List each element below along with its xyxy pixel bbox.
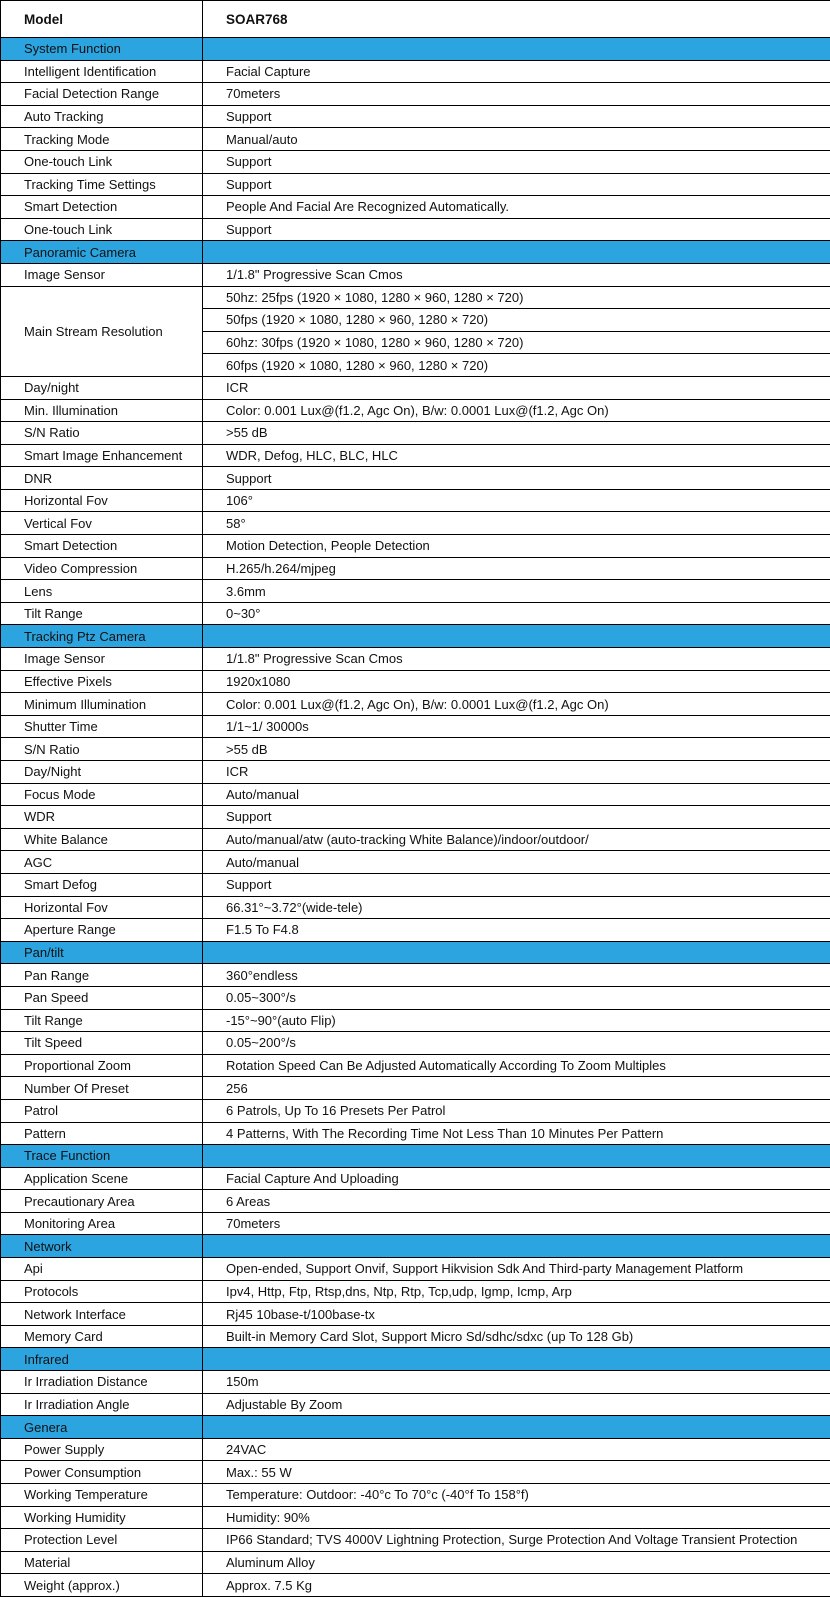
- spec-value: Ipv4, Http, Ftp, Rtsp,dns, Ntp, Rtp, Tcp,udp, Igmp, Icmp, Arp: [203, 1280, 830, 1303]
- spec-label: Ir Irradiation Distance: [1, 1371, 203, 1394]
- section-blank-cell: [203, 241, 830, 264]
- spec-row: [1, 693, 830, 716]
- spec-row: [1, 467, 830, 490]
- spec-value: Open-ended, Support Onvif, Support Hikvision Sdk And Third-party Management Platform: [203, 1258, 830, 1281]
- spec-value: Facial Capture: [203, 60, 830, 83]
- spec-value: 1/1~1/ 30000s: [203, 715, 830, 738]
- spec-row: [1, 1009, 830, 1032]
- spec-value: People And Facial Are Recognized Automatically.: [203, 196, 830, 219]
- spec-row: [1, 873, 830, 896]
- spec-value: 60hz: 30fps (1920 × 1080, 1280 × 960, 1280 × 720): [203, 331, 830, 354]
- section-blank-cell: [203, 1416, 830, 1439]
- spec-value: Aluminum Alloy: [203, 1551, 830, 1574]
- spec-row: [1, 783, 830, 806]
- spec-value: 0~30°: [203, 602, 830, 625]
- section-header-row: [1, 38, 830, 61]
- section-title: Pan/tilt: [1, 941, 203, 964]
- spec-label: Image Sensor: [1, 263, 203, 286]
- section-blank-cell: [203, 1145, 830, 1168]
- spec-label: Tracking Mode: [1, 128, 203, 151]
- spec-value: ICR: [203, 376, 830, 399]
- spec-label: Smart Defog: [1, 873, 203, 896]
- spec-label: Image Sensor: [1, 648, 203, 671]
- spec-label: One-touch Link: [1, 150, 203, 173]
- spec-value: 50hz: 25fps (1920 × 1080, 1280 × 960, 1280 × 720): [203, 286, 830, 309]
- spec-value: 6 Patrols, Up To 16 Presets Per Patrol: [203, 1099, 830, 1122]
- spec-row: [1, 986, 830, 1009]
- spec-label: Lens: [1, 580, 203, 603]
- spec-value: 106°: [203, 489, 830, 512]
- spec-value: ICR: [203, 761, 830, 784]
- spec-value: Built-in Memory Card Slot, Support Micro Sd/sdhc/sdxc (up To 128 Gb): [203, 1325, 830, 1348]
- spec-row: [1, 828, 830, 851]
- section-header-row: [1, 1348, 830, 1371]
- spec-value: Max.: 55 W: [203, 1461, 830, 1484]
- spec-value: Support: [203, 467, 830, 490]
- spec-label: Working Temperature: [1, 1484, 203, 1507]
- spec-row: [1, 1122, 830, 1145]
- spec-label: One-touch Link: [1, 218, 203, 241]
- spec-value: Support: [203, 806, 830, 829]
- spec-row: [1, 919, 830, 942]
- spec-label: Min. Illumination: [1, 399, 203, 422]
- spec-label: Tilt Range: [1, 602, 203, 625]
- spec-label: Aperture Range: [1, 919, 203, 942]
- spec-row: [1, 1371, 830, 1394]
- spec-row: [1, 399, 830, 422]
- spec-row: [1, 1167, 830, 1190]
- spec-row: [1, 173, 830, 196]
- section-blank-cell: [203, 625, 830, 648]
- spec-label: WDR: [1, 806, 203, 829]
- spec-value: Auto/manual/atw (auto-tracking White Balance)/indoor/outdoor/: [203, 828, 830, 851]
- section-header-row: [1, 241, 830, 264]
- spec-label: Pan Speed: [1, 986, 203, 1009]
- spec-value: >55 dB: [203, 738, 830, 761]
- spec-value: 3.6mm: [203, 580, 830, 603]
- spec-label: Facial Detection Range: [1, 83, 203, 106]
- spec-value: 150m: [203, 1371, 830, 1394]
- spec-value: 4 Patterns, With The Recording Time Not Less Than 10 Minutes Per Pattern: [203, 1122, 830, 1145]
- spec-label: Pan Range: [1, 964, 203, 987]
- spec-value: -15°~90°(auto Flip): [203, 1009, 830, 1032]
- spec-value: 50fps (1920 × 1080, 1280 × 960, 1280 × 720): [203, 309, 830, 332]
- spec-value: 58°: [203, 512, 830, 535]
- spec-label: Memory Card: [1, 1325, 203, 1348]
- spec-row: [1, 489, 830, 512]
- spec-row: [1, 83, 830, 106]
- spec-row: [1, 1325, 830, 1348]
- spec-row: [1, 444, 830, 467]
- spec-row: [1, 376, 830, 399]
- spec-value: Motion Detection, People Detection: [203, 535, 830, 558]
- spec-row: [1, 1099, 830, 1122]
- spec-label: Tilt Range: [1, 1009, 203, 1032]
- spec-label: Intelligent Identification: [1, 60, 203, 83]
- spec-label: Patrol: [1, 1099, 203, 1122]
- spec-row: [1, 1551, 830, 1574]
- spec-label: Video Compression: [1, 557, 203, 580]
- section-title: Tracking Ptz Camera: [1, 625, 203, 648]
- spec-row: [1, 1190, 830, 1213]
- spec-value: 0.05~200°/s: [203, 1032, 830, 1055]
- spec-label: Monitoring Area: [1, 1212, 203, 1235]
- section-blank-cell: [203, 941, 830, 964]
- spec-value: Facial Capture And Uploading: [203, 1167, 830, 1190]
- header-label: Model: [1, 1, 203, 38]
- spec-row: [1, 648, 830, 671]
- spec-row: [1, 150, 830, 173]
- spec-label: Api: [1, 1258, 203, 1281]
- section-header-row: [1, 1145, 830, 1168]
- spec-label: Smart Detection: [1, 535, 203, 558]
- spec-label: Network Interface: [1, 1303, 203, 1326]
- spec-value: 0.05~300°/s: [203, 986, 830, 1009]
- spec-row: [1, 851, 830, 874]
- spec-row: [1, 738, 830, 761]
- spec-label: Proportional Zoom: [1, 1054, 203, 1077]
- section-blank-cell: [203, 1235, 830, 1258]
- spec-row: [1, 1506, 830, 1529]
- spec-value: Adjustable By Zoom: [203, 1393, 830, 1416]
- spec-value: WDR, Defog, HLC, BLC, HLC: [203, 444, 830, 467]
- spec-value: 1920x1080: [203, 670, 830, 693]
- spec-label: Application Scene: [1, 1167, 203, 1190]
- spec-row: [1, 218, 830, 241]
- spec-label: Minimum Illumination: [1, 693, 203, 716]
- spec-row: [1, 896, 830, 919]
- spec-value: 1/1.8" Progressive Scan Cmos: [203, 648, 830, 671]
- spec-value: Rj45 10base-t/100base-tx: [203, 1303, 830, 1326]
- spec-label: AGC: [1, 851, 203, 874]
- spec-row: [1, 670, 830, 693]
- spec-row: [1, 512, 830, 535]
- spec-value: 256: [203, 1077, 830, 1100]
- section-blank-cell: [203, 1348, 830, 1371]
- spec-row: [1, 964, 830, 987]
- spec-label: Shutter Time: [1, 715, 203, 738]
- model-value: SOAR768: [203, 1, 830, 38]
- spec-row: [1, 1461, 830, 1484]
- section-title: Network: [1, 1235, 203, 1258]
- spec-row: [1, 580, 830, 603]
- spec-label: Smart Image Enhancement: [1, 444, 203, 467]
- spec-value: Support: [203, 105, 830, 128]
- spec-row: [1, 128, 830, 151]
- spec-value: Approx. 7.5 Kg: [203, 1574, 830, 1597]
- spec-label: Weight (approx.): [1, 1574, 203, 1597]
- spec-value: 1/1.8" Progressive Scan Cmos: [203, 263, 830, 286]
- spec-value: Color: 0.001 Lux@(f1.2, Agc On), B/w: 0.0001 Lux@(f1.2, Agc On): [203, 399, 830, 422]
- spec-table-body: [1, 1, 830, 1597]
- spec-label: Main Stream Resolution: [1, 286, 203, 376]
- spec-row: [1, 535, 830, 558]
- spec-value: Auto/manual: [203, 783, 830, 806]
- section-header-row: [1, 1235, 830, 1258]
- spec-label: Tilt Speed: [1, 1032, 203, 1055]
- spec-value: Auto/manual: [203, 851, 830, 874]
- spec-value: 70meters: [203, 1212, 830, 1235]
- spec-row: [1, 105, 830, 128]
- spec-value: 70meters: [203, 83, 830, 106]
- spec-value: F1.5 To F4.8: [203, 919, 830, 942]
- spec-row: [1, 1438, 830, 1461]
- spec-row: [1, 602, 830, 625]
- spec-row: [1, 422, 830, 445]
- spec-value: Support: [203, 873, 830, 896]
- spec-value: IP66 Standard; TVS 4000V Lightning Protection, Surge Protection And Voltage Transient Protection: [203, 1529, 830, 1552]
- spec-row: [1, 761, 830, 784]
- spec-value: 6 Areas: [203, 1190, 830, 1213]
- spec-label: Vertical Fov: [1, 512, 203, 535]
- spec-value: Manual/auto: [203, 128, 830, 151]
- spec-value: 66.31°~3.72°(wide-tele): [203, 896, 830, 919]
- spec-label: Power Consumption: [1, 1461, 203, 1484]
- spec-row: [1, 557, 830, 580]
- spec-label: Protocols: [1, 1280, 203, 1303]
- section-title: Genera: [1, 1416, 203, 1439]
- spec-row: [1, 1484, 830, 1507]
- spec-label: Pattern: [1, 1122, 203, 1145]
- spec-row: [1, 1032, 830, 1055]
- spec-row: [1, 263, 830, 286]
- spec-row: [1, 286, 830, 309]
- spec-label: Protection Level: [1, 1529, 203, 1552]
- spec-label: DNR: [1, 467, 203, 490]
- spec-value: Temperature: Outdoor: -40°c To 70°c (-40°f To 158°f): [203, 1484, 830, 1507]
- spec-value: 360°endless: [203, 964, 830, 987]
- spec-label: Working Humidity: [1, 1506, 203, 1529]
- section-title: Infrared: [1, 1348, 203, 1371]
- spec-label: Power Supply: [1, 1438, 203, 1461]
- section-title: System Function: [1, 38, 203, 61]
- spec-row: [1, 1280, 830, 1303]
- spec-label: Day/night: [1, 376, 203, 399]
- spec-label: Precautionary Area: [1, 1190, 203, 1213]
- spec-row: [1, 60, 830, 83]
- spec-label: S/N Ratio: [1, 422, 203, 445]
- spec-label: Horizontal Fov: [1, 489, 203, 512]
- section-header-row: [1, 625, 830, 648]
- spec-label: S/N Ratio: [1, 738, 203, 761]
- spec-row: [1, 1529, 830, 1552]
- spec-label: Number Of Preset: [1, 1077, 203, 1100]
- header-row: [1, 1, 830, 38]
- section-header-row: [1, 1416, 830, 1439]
- spec-row: [1, 1258, 830, 1281]
- spec-row: [1, 1054, 830, 1077]
- spec-row: [1, 715, 830, 738]
- spec-label: Focus Mode: [1, 783, 203, 806]
- spec-value: Support: [203, 218, 830, 241]
- section-header-row: [1, 941, 830, 964]
- spec-value: >55 dB: [203, 422, 830, 445]
- spec-value: Support: [203, 150, 830, 173]
- section-title: Trace Function: [1, 1145, 203, 1168]
- spec-value: Rotation Speed Can Be Adjusted Automatically According To Zoom Multiples: [203, 1054, 830, 1077]
- spec-row: [1, 196, 830, 219]
- spec-label: Ir Irradiation Angle: [1, 1393, 203, 1416]
- spec-row: [1, 1212, 830, 1235]
- spec-row: [1, 1574, 830, 1597]
- spec-value: Support: [203, 173, 830, 196]
- spec-value: Humidity: 90%: [203, 1506, 830, 1529]
- spec-row: [1, 1393, 830, 1416]
- spec-value: Color: 0.001 Lux@(f1.2, Agc On), B/w: 0.0001 Lux@(f1.2, Agc On): [203, 693, 830, 716]
- spec-label: Horizontal Fov: [1, 896, 203, 919]
- spec-label: White Balance: [1, 828, 203, 851]
- spec-label: Material: [1, 1551, 203, 1574]
- spec-value: 60fps (1920 × 1080, 1280 × 960, 1280 × 720): [203, 354, 830, 377]
- spec-value: 24VAC: [203, 1438, 830, 1461]
- section-title: Panoramic Camera: [1, 241, 203, 264]
- spec-label: Tracking Time Settings: [1, 173, 203, 196]
- spec-row: [1, 806, 830, 829]
- spec-label: Day/Night: [1, 761, 203, 784]
- spec-label: Auto Tracking: [1, 105, 203, 128]
- spec-label: Smart Detection: [1, 196, 203, 219]
- section-blank-cell: [203, 38, 830, 61]
- spec-value: H.265/h.264/mjpeg: [203, 557, 830, 580]
- spec-label: Effective Pixels: [1, 670, 203, 693]
- spec-row: [1, 1077, 830, 1100]
- spec-row: [1, 1303, 830, 1326]
